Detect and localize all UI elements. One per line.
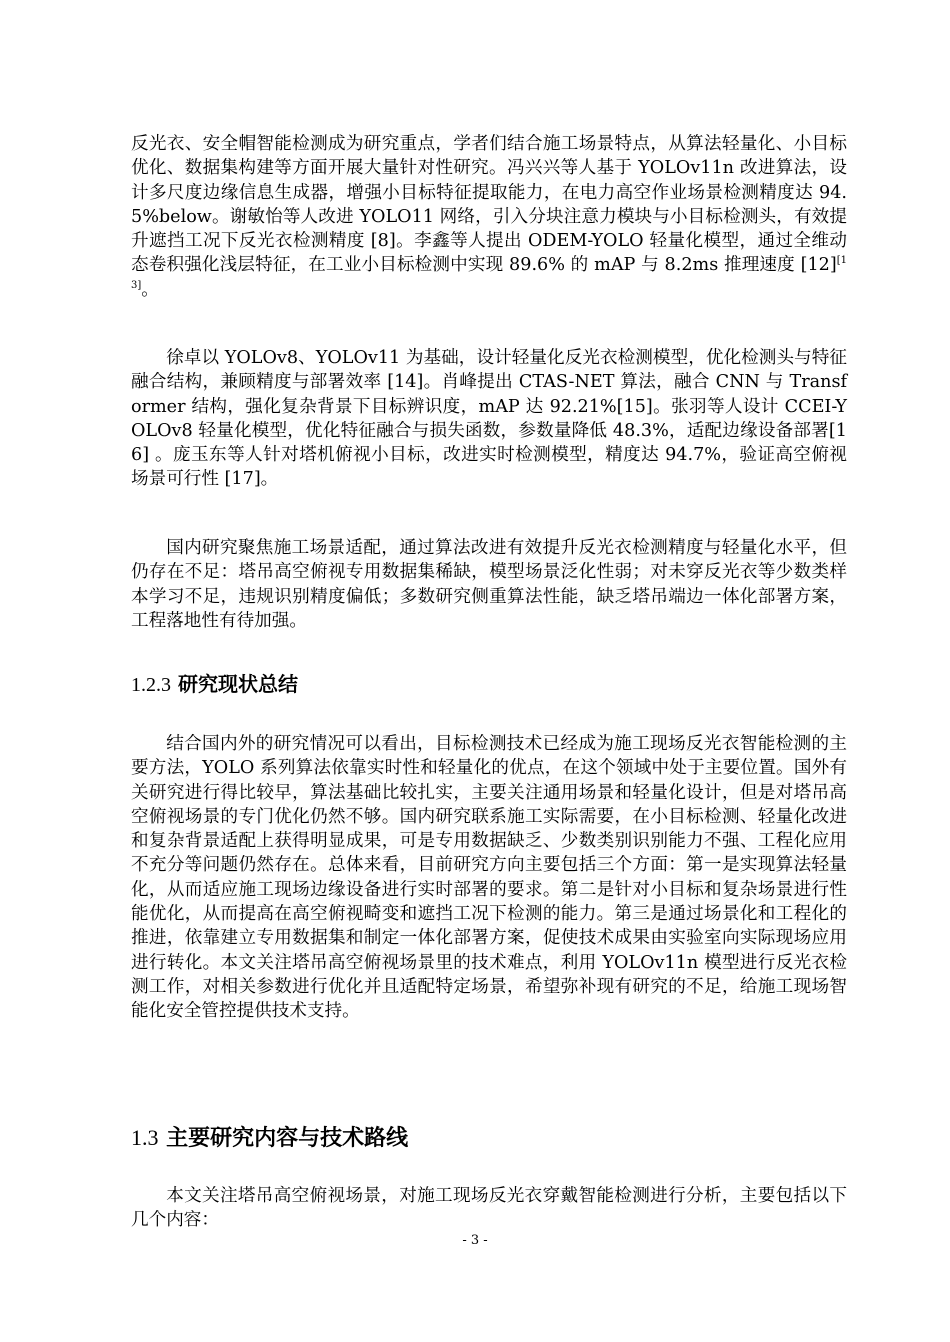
section-heading-1-3 [131,1123,408,1154]
paragraph-1-text: 反光衣、安全帽智能检测成为研究重点，学者们结合施工场景特点，从算法轻量化、小目标优化、数据集构建等方面开展大量针对性研究。冯兴兴等人基于 YOLOv11n 改进算法，设计多尺度边缘信息生成器，增强小目标特征提取能力，在电力高空作业场景检测精度达 94.5%below。谢敏怡等人改进 YOLO11 网络，引入分块注意力模块与小目标检测头，有效提升遮挡工况下反光衣检测精度 [8]。李鑫等人提出 ODEM-YOLO 轻量化模型，通过全维动态卷积强化浅层特征，在工业小目标检测中实现 89.6% 的 mAP 与 8.2ms 推理速度 [12] [131,134,847,276]
section-title: 主要研究内容与技术路线 [166,1126,409,1151]
section-number: 1.2.3 [131,674,171,696]
paragraph-1-tail: 。 [141,279,159,300]
section-heading-1-2-3 [131,670,298,699]
page-number: - 3 - [462,1233,488,1248]
section-number: 1.3 [131,1125,159,1150]
paragraph-1 [131,132,847,302]
paragraph-3: 国内研究聚焦施工场景适配，通过算法改进有效提升反光衣检测精度与轻量化水平，但仍存在不足：塔吊高空俯视专用数据集稀缺，模型场景泛化性弱；对未穿反光衣等少数类样本学习不足，违规识别精度偏低；多数研究侧重算法性能，缺乏塔吊端边一体化部署方案，工程落地性有待加强。 [131,538,847,631]
citation-superscript: [13] [131,255,847,291]
paragraph-2: 徐卓以 YOLOv8、YOLOv11 为基础，设计轻量化反光衣检测模型，优化检测头与特征融合结构，兼顾精度与部署效率 [14]。肖峰提出 CTAS-NET 算法，融合 CNN 与 Transformer 结构，强化复杂背景下目标辨识度，mAP 达 92.21%[15]。张羽等人设计 CCEI-YOLOv8 轻量化模型，优化特征融合与损失函数，参数量降低 48.3%，适配边缘设备部署[16] 。庞玉东等人针对塔机俯视小目标，改进实时检测模型，精度达 94.7%，验证高空俯视场景可行性 [17]。 [131,348,847,490]
paragraph-5: 本文关注塔吊高空俯视场景，对施工现场反光衣穿戴智能检测进行分析，主要包括以下几个内容： [131,1186,847,1231]
section-title: 研究现状总结 [177,672,298,696]
paragraph-4: 结合国内外的研究情况可以看出，目标检测技术已经成为施工现场反光衣智能检测的主要方法，YOLO 系列算法依靠实时性和轻量化的优点，在这个领域中处于主要位置。国外有关研究进行得比较早，算法基础比较扎实，主要关注通用场景和轻量化设计，但是对塔吊高空俯视场景的专门优化仍然不够。国内研究联系施工实际需要，在小目标检测、轻量化改进和复杂背景适配上获得明显成果，可是专用数据缺乏、少数类别识别能力不强、工程化应用不充分等问题仍然存在。总体来看，目前研究方向主要包括三个方面：第一是实现算法轻量化，从而适应施工现场边缘设备进行实时部署的要求。第二是针对小目标和复杂场景进行性能优化，从而提高在高空俯视畸变和遮挡工况下检测的能力。第三是通过场景化和工程化的推进，依靠建立专用数据集和制定一体化部署方案，促使技术成果由实验室向实际现场应用进行转化。本文关注塔吊高空俯视场景里的技术难点，利用 YOLOv11n 模型进行反光衣检测工作，对相关参数进行优化并且适配特定场景，希望弥补现有研究的不足，给施工现场智能化安全管控提供技术支持。 [131,734,847,1022]
